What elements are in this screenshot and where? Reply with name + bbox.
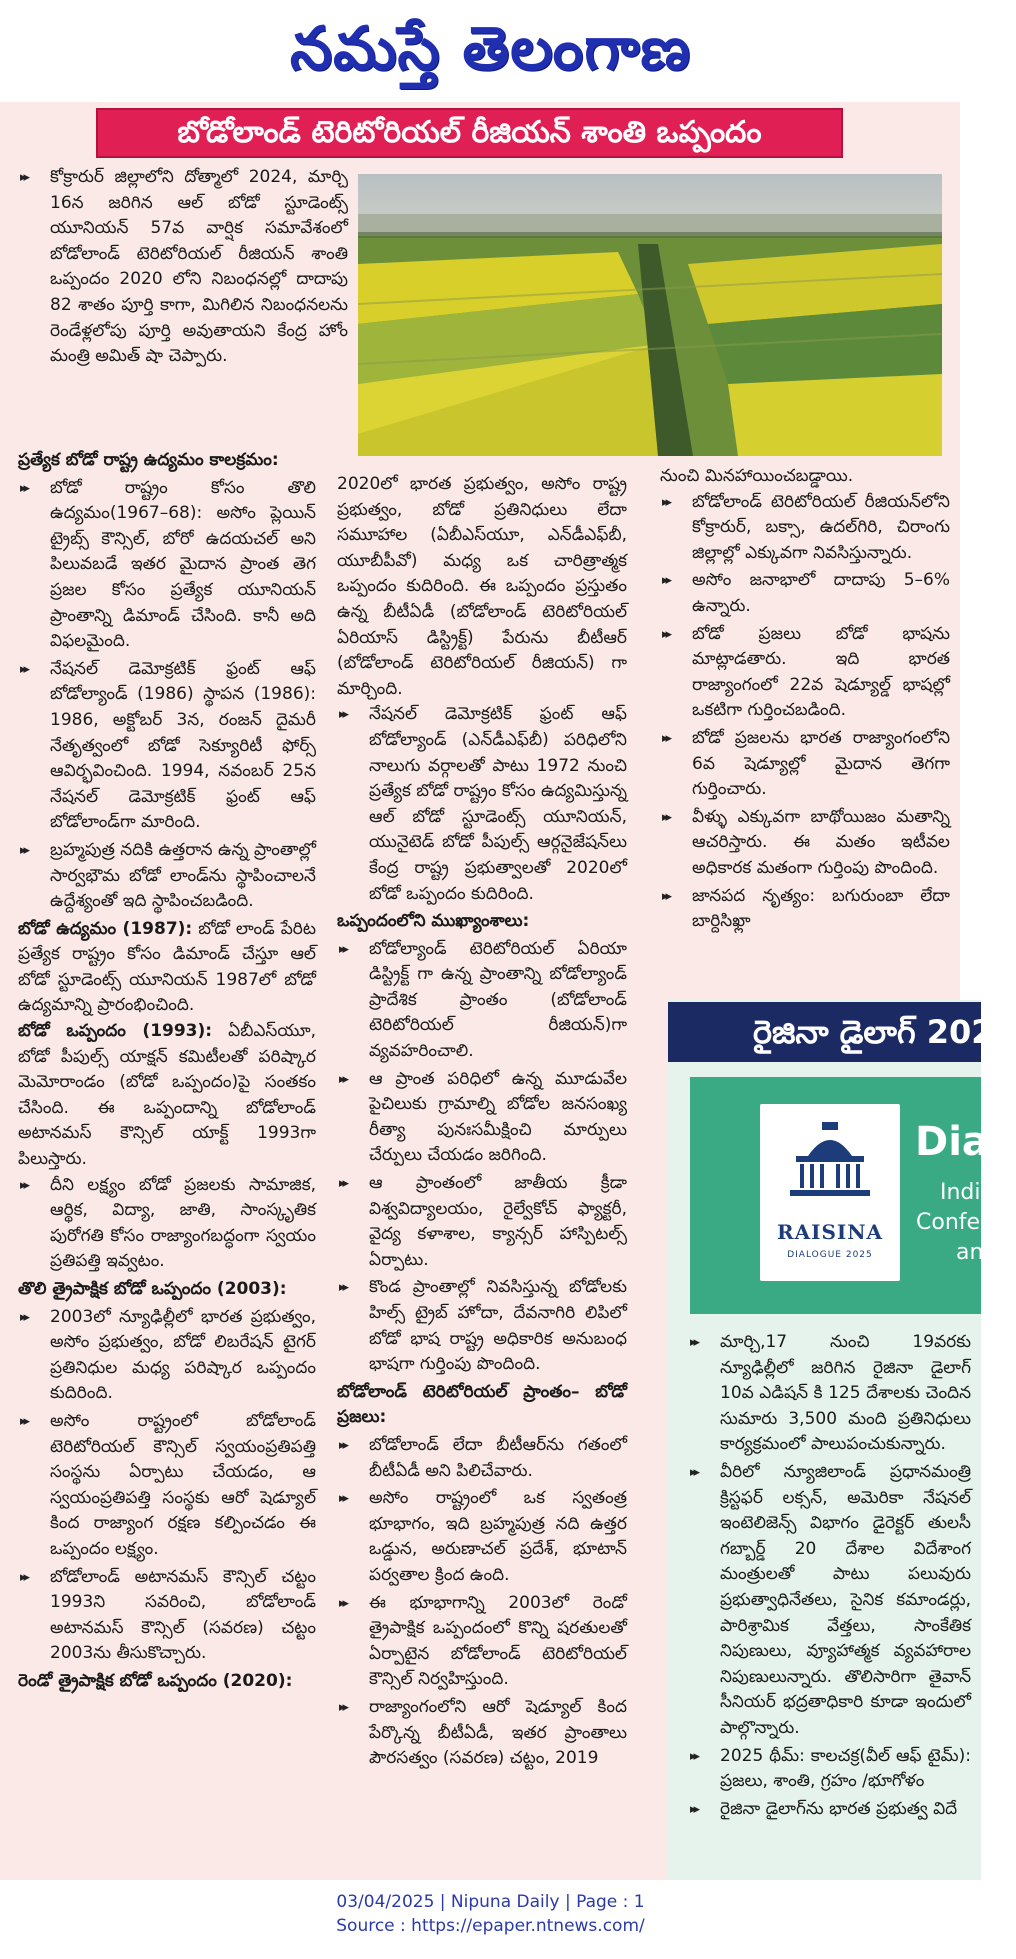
list-item: ▸▸ కోక్రారుర్ జిల్లాలోని దోత్మాలో 2024, మార్చి 16న జరిగిన ఆల్ బోడో స్టూడెంట్స్ యూనియన్ 57వ వార్షిక సమావేశంలో బోడోలాండ్ టెరిటోరియల్ రీజియన్ శాంతి ఒప్పందం 2020 లోని నిబంధనల్లో దాదాపు 82 శాతం పూర్తి కాగా, మిగిలిన నిబంధనలను రెండేళ్లలోపు పూర్తి అవుతాయని కేంద్ర హోం మంత్రి అమిత్ షా చెప్పారు. [18, 165, 348, 370]
list-item: ▸▸ వీరిలో న్యూజిలాండ్ ప్రధానమంత్రి క్రిస్టఫర్ లక్సన్, అమెరికా నేషనల్ ఇంటెలిజెన్స్ విభాగం డైరెక్టర్ తులసీ గబ్బార్డ్ 20 దేశాల విదేశాంగ మంత్రులతో పాటు పలువురు ప్రభుత్వాధినేతలు, సైనిక కమాండర్లు, పారిశ్రామిక వేత్తలు, సాంకేతిక నిపుణులు, వ్యూహాత్మక వ్యవహారాల నిపుణులున్నారు. తొలిసారిగా తైవాన్ సీనియర్ భద్రతాధికారి కూడా ఇందులో పాల్గొన్నారు. [688, 1460, 971, 1742]
panel-line: Indi [940, 1180, 981, 1205]
list-item: ▸▸ బోడో రాష్ట్రం కోసం తొలి ఉద్యమం(1967–68): అసోం ప్లెయిన్ ట్రైబ్స్ కౌన్సిల్, బోరో ఉదయచల్ అని పిలువబడే ఇతర మైదాన ప్రాంత తెగ ప్రజల కోసం ప్రత్యేక యూనియన్ ప్రాంతాన్ని డిమాండ్ చేసింది. కానీ అది విఫలమైంది. [18, 476, 316, 655]
list-item: ▸▸ బోడో ప్రజలను భారత రాజ్యాంగంలోని 6వ షెడ్యూల్లో మైదాన తెగగా గుర్తించారు. [660, 726, 950, 803]
newspaper-logo: నమస్తే తెలంగాణ [289, 14, 692, 84]
list-item: ▸▸ నేషనల్ డెమోక్రటిక్ ఫ్రంట్ ఆఫ్ బోడోల్యాండ్ (ఎన్‌డీఎఫ్‌బీ) పరిధిలోని నాలుగు వర్గాలతో పాటు 1972 నుంచి ప్రత్యేక బోడో రాష్ట్రం కోసం ఉద్యమిస్తున్న ఆల్ బోడో స్టూడెంట్స్ యూనియన్, యునైటెడ్ బోడో పీపుల్స్ ఆర్గనైజేషన్‌లు కేంద్ర రాష్ట్ర ప్రభుత్వాలతో 2020లో బోడో ఒప్పందం కుదిరింది. [337, 702, 627, 907]
list-item: ▸▸ 2003లో న్యూఢిల్లీలో భారత ప్రభుత్వం, అసోం ప్రభుత్వం, బోడో లిబరేషన్ టైగర్ ప్రతినిధుల మధ్య పరిష్కార ఒప్పందం కుదిరింది. [18, 1305, 316, 1407]
intro-paragraph [18, 165, 348, 372]
article-headline: బోడోలాండ్ టెరిటోరియల్ రీజియన్ శాంతి ఒప్పందం [96, 108, 843, 158]
list-item: ▸▸ ఆ ప్రాంత పరిధిలో ఉన్న మూడువేల పైచిలుకు గ్రామాల్ని బోడోల జనసంఖ్య రీత్యా పునఃసమీక్షించి మార్పులు చేర్పులు చేయడం జరిగింది. [337, 1067, 627, 1169]
landscape-photo [358, 174, 942, 456]
column-2 [337, 472, 627, 1774]
list-item: ▸▸ బోడోలాండ్ అటానమస్ కౌన్సిల్ చట్టం 1993ని సవరించి, బోడోలాండ్ అటానమస్ కౌన్సిల్ (సవరణ) చట్టం 2003ను తీసుకొచ్చారు. [18, 1565, 316, 1667]
masthead [0, 0, 981, 100]
footer-date-line: 03/04/2025 | Nipuna Daily | Page : 1 [336, 1892, 645, 1912]
list-item: ▸▸ రైజినా డైలాగ్‌ను భారత ప్రభుత్వ విదే [688, 1797, 971, 1823]
building-icon [760, 1104, 900, 1214]
list-item: ▸▸ ఈ భూభాగాన్ని 2003లో రెండో త్రైపాక్షిక ఒప్పందంలో కొన్ని షరతులతో ఏర్పాటైన బోడోలాండ్ టెరిటోరియల్ కౌన్సిల్ నిర్వహిస్తుంది. [337, 1591, 627, 1693]
section-heading: బోడో ఉద్యమం (1987): [18, 918, 193, 939]
footer-source-line[interactable]: Source : https://epaper.ntnews.com/ [336, 1916, 645, 1936]
list-item: ▸▸ బోడోల్యాండ్ టెరిటోరియల్ ఏరియా డిస్ట్రిక్ట్ గా ఉన్న ప్రాంతాన్ని బోడోల్యాండ్ ప్రాదేశిక ప్రాంతం (బోడోలాండ్ టెరిటోరియల్ రీజియన్)గా వ్యవహరించాలి. [337, 937, 627, 1065]
list-item: ▸▸ జానపద నృత్యం: బగురుంబా లేదా బార్దిసిఖ్లా [660, 884, 950, 935]
list-item: ▸▸ వీళ్ళు ఎక్కువగా బాథోయిజం మతాన్ని ఆచరిస్తారు. ఈ మతం ఇటీవల అధికారక మతంగా గుర్తింపు పొందింది. [660, 805, 950, 882]
paragraph-text: ఏబీఎస్‌యూ, బోడో పీపుల్స్ యాక్షన్ కమిటీలతో పరిష్కార మెమోరాండం (బోడో ఒప్పందం)పై సంతకం చేసింది. ఈ ఒప్పందాన్ని బోడోలాండ్ అటానమస్ కౌన్సిల్ యాక్ట్ 1993గా పిలుస్తారు. [18, 1021, 316, 1170]
list-item: ▸▸ దీని లక్ష్యం బోడో ప్రజలకు సామాజిక, ఆర్థిక, విద్యా, జాతి, సాంస్కృతిక పురోగతి కోసం రాజ్యాంగబద్ధంగా స్వయం ప్రతిపత్తి ఇవ్వటం. [18, 1173, 316, 1275]
list-item: ▸▸ బోడోలాండ్ టెరిటోరియల్ రీజియన్‌లోని కోక్రారుర్, బక్సా, ఉదల్‌గిరి, చిరాంగు జిల్లాల్లో ఎక్కువగా నివసిస్తున్నారు. [660, 490, 950, 567]
list-item: ▸▸ నేషనల్ డెమోక్రటిక్ ఫ్రంట్ ఆఫ్ బోడోల్యాండ్ (1986) స్థాపన (1986): 1986, అక్టోబర్ 3న, రంజన్ దైమరీ నేతృత్వంలో బోడో సెక్యూరిటీ ఫోర్స్ ఆవిర్భవించింది. 1994, నవంబర్ 25న నేషనల్ డెమోక్రటిక్ ఫ్రంట్ ఆఫ్ బోడోలాండ్‌గా మారింది. [18, 657, 316, 836]
list-item: ▸▸ అసోం జనాభాలో దాదాపు 5–6% ఉన్నారు. [660, 568, 950, 619]
list-item: ▸▸ అసోం రాష్ట్రంలో బోడోలాండ్ టెరిటోరియల్ కౌన్సిల్ స్వయంప్రతిపత్తి సంస్థను ఏర్పాటు చేయడం, ఆ స్వయంప్రతిపత్తి సంస్థకు ఆరో షెడ్యూల్ కింద రాజ్యాంగ రక్షణ కల్పించడం ఈ ఒప్పందం లక్ష్యం. [18, 1409, 316, 1563]
paragraph [18, 1019, 316, 1173]
panel-title: Dial [915, 1119, 1003, 1165]
raisina-photo [690, 1077, 1003, 1314]
logo-subtext: DIALOGUE 2025 [787, 1250, 873, 1260]
list-item: ▸▸ అసోం రాష్ట్రంలో ఒక స్వతంత్ర భూభాగం, ఇది బ్రహ్మపుత్ర నది ఉత్తర ఒడ్డున, అరుణాచల్ ప్రదేశ్, భూటాన్ పర్వతాల క్రింద ఉంది. [337, 1486, 627, 1588]
section-heading: ప్రత్యేక బోడో రాష్ట్ర ఉద్యమం కాలక్రమం: [18, 450, 279, 470]
paragraph-text: బోడో లాండ్ పేరిట ప్రత్యేక రాష్ట్రం కోసం డిమాండ్ చేస్తూ ఆల్ బోడో స్టూడెంట్స్ యూనియన్ 1987లో బోడో ఉద్యమాన్ని ప్రారంభించింది. [18, 918, 316, 1016]
list-item: ▸▸ బ్రహ్మపుత్ర నదికి ఉత్తరాన ఉన్న ప్రాంతాల్లో సార్వభౌమ బోడో లాండ్‌ను స్థాపించాలనే ఉద్దేశ్యంతో ఇది స్థాపించబడింది. [18, 838, 316, 915]
paragraph: నుంచి మినహాయించబడ్డాయి. [660, 466, 854, 486]
list-item: ▸▸ కొండ ప్రాంతాల్లో నివసిస్తున్న బోడోలకు హిల్స్ ట్రైబ్ హోదా, దేవనాగిరి లిపిలో బోడో భాష రాష్ట్ర అధికారిక అనుబంధ భాషగా గుర్తింపు పొందింది. [337, 1275, 627, 1377]
section-heading: రెండో త్రైపాక్షిక బోడో ఒప్పందం (2020): [18, 1670, 293, 1691]
column-3 [660, 464, 950, 937]
raisina-column [688, 1330, 971, 1824]
list-item: ▸▸ మార్చి,17 నుంచి 19వరకు న్యూఢిల్లీలో జరిగిన రైజినా డైలాగ్ 10వ ఎడిషన్ కి 125 దేశాలకు చెందిన సుమారు 3,500 మంది ప్రతినిధులు కార్యక్రమంలో పాలుపంచుకున్నారు. [688, 1330, 971, 1458]
list-item: ▸▸ బోడోలాండ్ లేదా బీటీఆర్‌ను గతంలో బీటీఏడీ అని పిలిచేవారు. [337, 1433, 627, 1484]
paragraph: 2020లో భారత ప్రభుత్వం, అసోం రాష్ట్ర ప్రభుత్వం, బోడో ప్రతినిధులు లేదా సమూహాల (ఏబీఎస్‌యూ, ఎన్‌డీఎఫ్‌బీ, యూబీపీవో) మధ్య ఒక చారిత్రాత్మక ఒప్పందం కుదిరింది. ఈ ఒప్పందం ప్రస్తుతం ఉన్న బీటీఏడీ (బోడోలాండ్ టెరిటోరియల్ ఏరియాస్ డిస్ట్రిక్ట్) పేరును బీటీఆర్ (బోడోలాండ్ టెరిటోరియల్ రీజియన్) గా మార్చింది. [337, 474, 627, 699]
column-1 [18, 448, 316, 1697]
section-heading: బోడోలాండ్ టెరిటోరియల్ ప్రాంతం– బోడో ప్రజలు: [337, 1381, 627, 1428]
raisina-headline: రైజినా డైలాగ్ 2025 [668, 1002, 981, 1062]
footer [0, 1890, 981, 1938]
section-heading: తొలి త్రైపాక్షిక బోడో ఒప్పందం (2003): [18, 1279, 287, 1299]
list-item: ▸▸ రాజ్యాంగంలోని ఆరో షెడ్యూల్ కింద పేర్కొన్న బీటీఏడీ, ఇతర ప్రాంతాలు పౌరసత్వం (సవరణ) చట్టం, 2019 [337, 1695, 627, 1772]
landscape-photo-icon [358, 174, 942, 456]
section-heading: బోడో ఒప్పందం (1993): [18, 1021, 213, 1042]
panel-line: an [956, 1240, 984, 1265]
paragraph [18, 917, 316, 1019]
list-item: ▸▸ బోడో ప్రజలు బోడో భాషను మాట్లాడతారు. ఇది భారత రాజ్యాంగంలో 22వ షెడ్యూల్డ్ భాషల్లో ఒకటిగా గుర్తించబడింది. [660, 622, 950, 724]
list-item: ▸▸ ఆ ప్రాంతంలో జాతీయ క్రీడా విశ్వవిద్యాలయం, రైల్వేకోచ్ ఫ్యాక్టరీ, వైద్య కళాశాల, క్యాన్సర్ హాస్పిటల్స్ ఏర్పాటు. [337, 1171, 627, 1273]
section-heading: ఒప్పందంలోని ముఖ్యాంశాలు: [337, 911, 530, 932]
list-item: ▸▸ 2025 థీమ్: కాలచక్ర(వీల్ ఆఫ్ టైమ్): ప్రజలు, శాంతి, గ్రహం /భూగోళం [688, 1744, 971, 1795]
logo-text: RAISINA [776, 1220, 884, 1244]
panel-line: Confe [916, 1210, 981, 1235]
raisina-logo [760, 1104, 900, 1281]
